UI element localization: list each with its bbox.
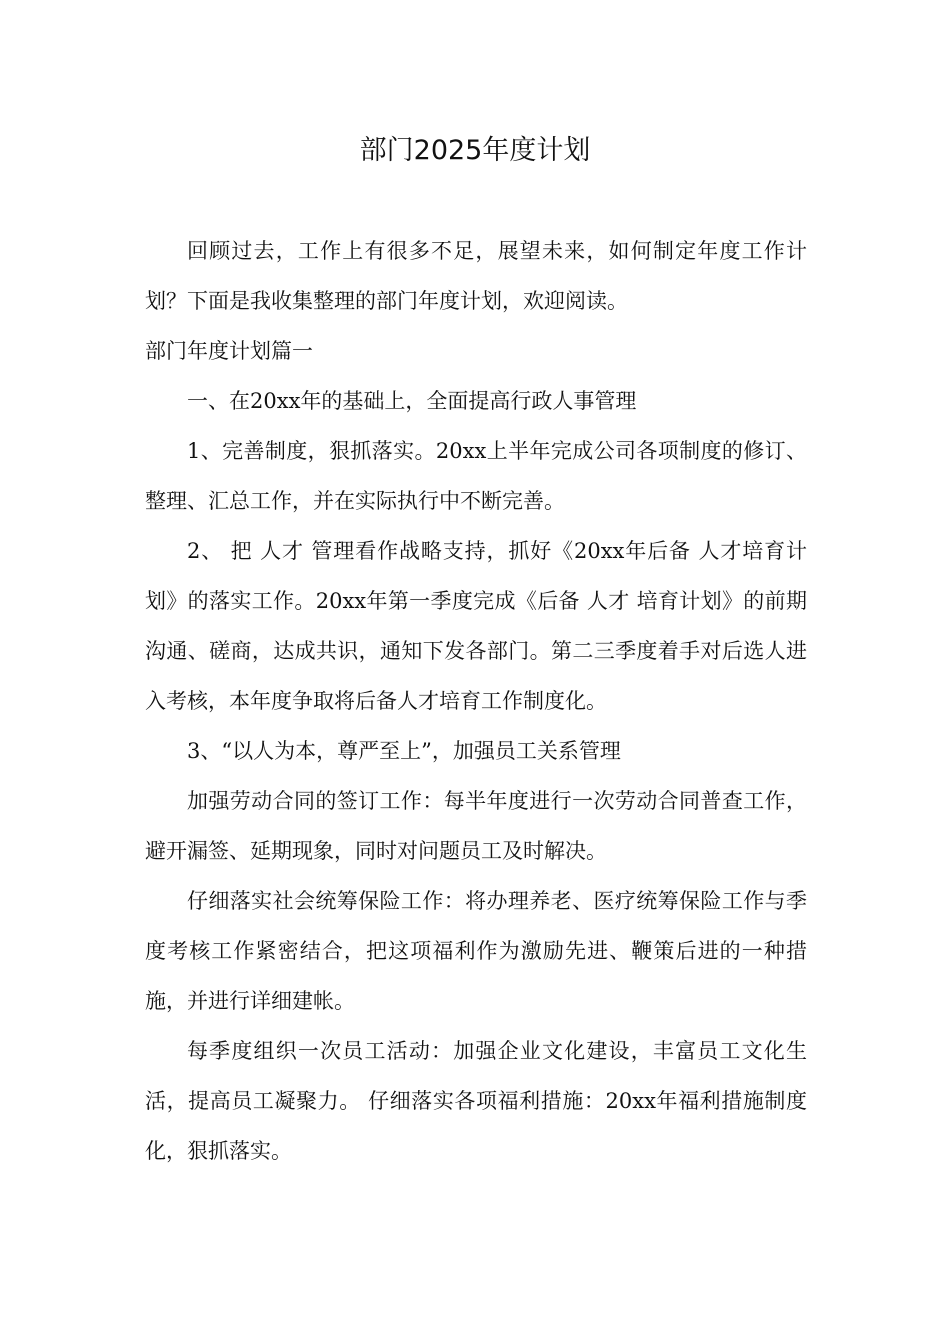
document-title: 部门2025年度计划 [359,135,591,166]
paragraph-item-3-heading: 3、“以人为本，尊严至上”，加强员工关系管理 [187,739,621,763]
section-heading: 部门年度计划篇一 [145,339,313,363]
paragraph-item-1-heading: 一、在20xx年的基础上，全面提高行政人事管理 [187,389,637,413]
paragraph-item-1: 1、完善制度，狠抓落实。20xx上半年完成公司各项制度的修订、整理、汇总工作，并在实际执行中不断完善。 [145,439,807,513]
document-body [145,226,807,1176]
paragraph-activities: 每季度组织一次员工活动：加强企业文化建设，丰富员工文化生活，提高员工凝聚力。 仔细落实各项福利措施：20xx年福利措施制度化，狠抓落实。 [145,1039,807,1163]
paragraph-contracts: 加强劳动合同的签订工作：每半年度进行一次劳动合同普查工作，避开漏签、延期现象，同时对问题员工及时解决。 [145,789,807,863]
paragraph-item-2: 2、 把 人才 管理看作战略支持，抓好《20xx年后备 人才培育计划》的落实工作。20xx年第一季度完成《后备 人才 培育计划》的前期沟通、磋商，达成共识，通知下发各部门。第二三季度着手对后选人进入考核，本年度争取将后备人才培育工作制度化。 [145,539,807,713]
paragraph-insurance: 仔细落实社会统筹保险工作：将办理养老、医疗统筹保险工作与季度考核工作紧密结合，把这项福利作为激励先进、鞭策后进的一种措施，并进行详细建帐。 [145,889,807,1013]
paragraph-intro: 回顾过去，工作上有很多不足，展望未来，如何制定年度工作计划？下面是我收集整理的部门年度计划，欢迎阅读。 [145,239,807,313]
